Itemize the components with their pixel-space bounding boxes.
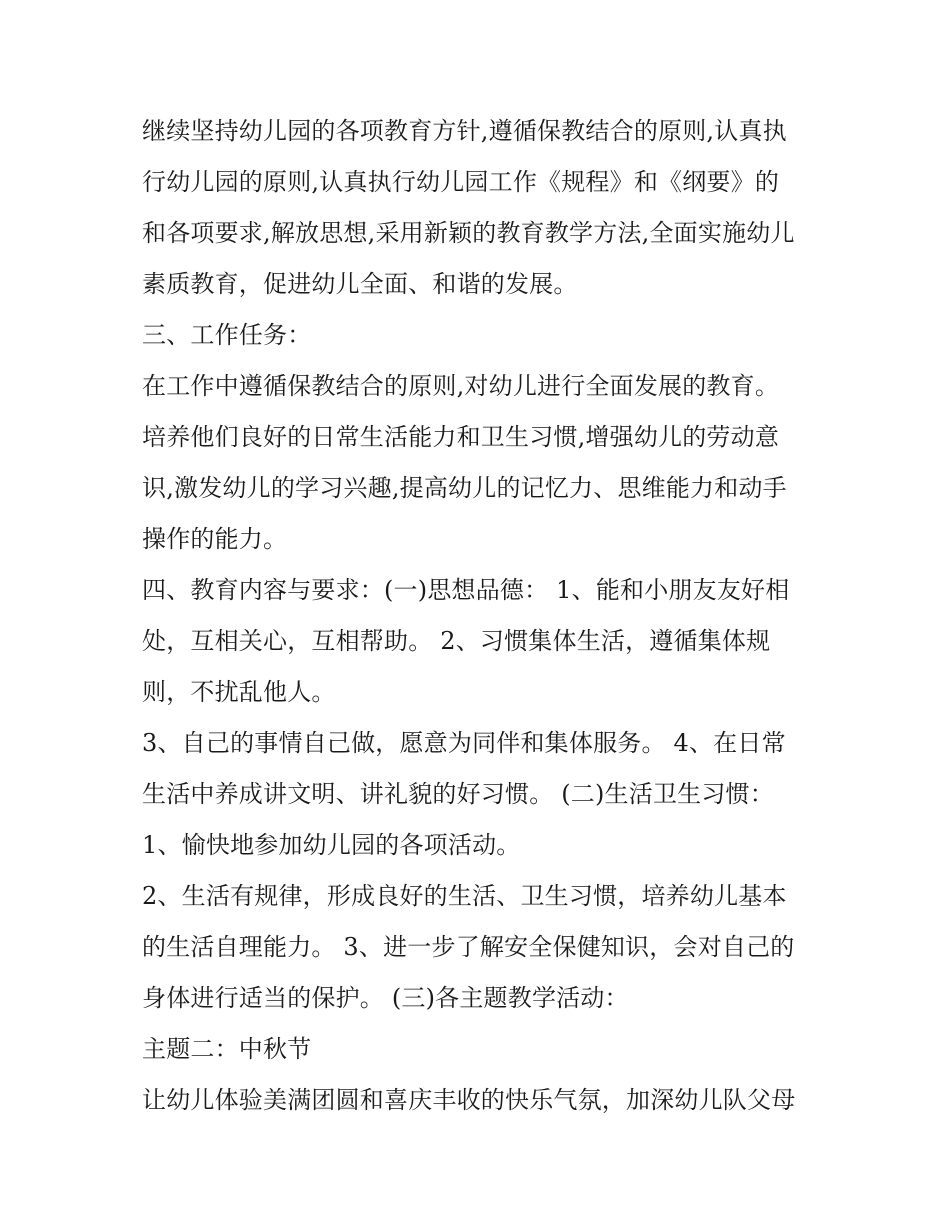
- text-line: 处，互相关心，互相帮助。 2、习惯集体生活，遵循集体规: [142, 627, 771, 655]
- text-line: 继续坚持幼儿园的各项教育方针,遵循保教结合的原则,认真执: [142, 117, 787, 145]
- section-heading: 四、教育内容与要求：(一)思想品德： 1、能和小朋友友好相: [142, 576, 790, 604]
- text-line: 的生活自理能力。 3、进一步了解安全保健知识，会对自己的: [142, 933, 795, 961]
- document-body: [142, 106, 822, 1126]
- text-line: 让幼儿体验美满团圆和喜庆丰收的快乐气氛，加深幼儿队父母: [142, 1086, 796, 1114]
- text-line: 素质教育，促进幼儿全面、和谐的发展。: [142, 270, 578, 298]
- text-line: 在工作中遵循保教结合的原则,对幼儿进行全面发展的教育。: [142, 372, 780, 400]
- text-line: 识,激发幼儿的学习兴趣,提高幼儿的记忆力、思维能力和动手: [142, 474, 787, 502]
- text-line: 行幼儿园的原则,认真执行幼儿园工作《规程》和《纲要》的: [142, 168, 780, 196]
- text-line: 3、自己的事情自己做，愿意为同伴和集体服务。 4、在日常: [142, 729, 786, 757]
- section-heading: 主题二：中秋节: [142, 1035, 312, 1063]
- text-line: 操作的能力。: [142, 525, 288, 553]
- text-line: 培养他们良好的日常生活能力和卫生习惯,增强幼儿的劳动意: [142, 423, 780, 451]
- text-line: 则，不扰乱他人。: [142, 678, 336, 706]
- text-line: 1、愉快地参加幼儿园的各项活动。: [142, 831, 521, 859]
- text-line: 和各项要求,解放思想,采用新颖的教育教学方法,全面实施幼儿: [142, 219, 795, 247]
- section-heading: 三、工作任务：: [142, 321, 312, 349]
- text-line: 身体进行适当的保护。 (三)各主题教学活动：: [142, 984, 629, 1012]
- text-line: 2、生活有规律，形成良好的生活、卫生习惯，培养幼儿基本: [142, 882, 787, 910]
- text-line: 生活中养成讲文明、讲礼貌的好习惯。 (二)生活卫生习惯：: [142, 780, 774, 808]
